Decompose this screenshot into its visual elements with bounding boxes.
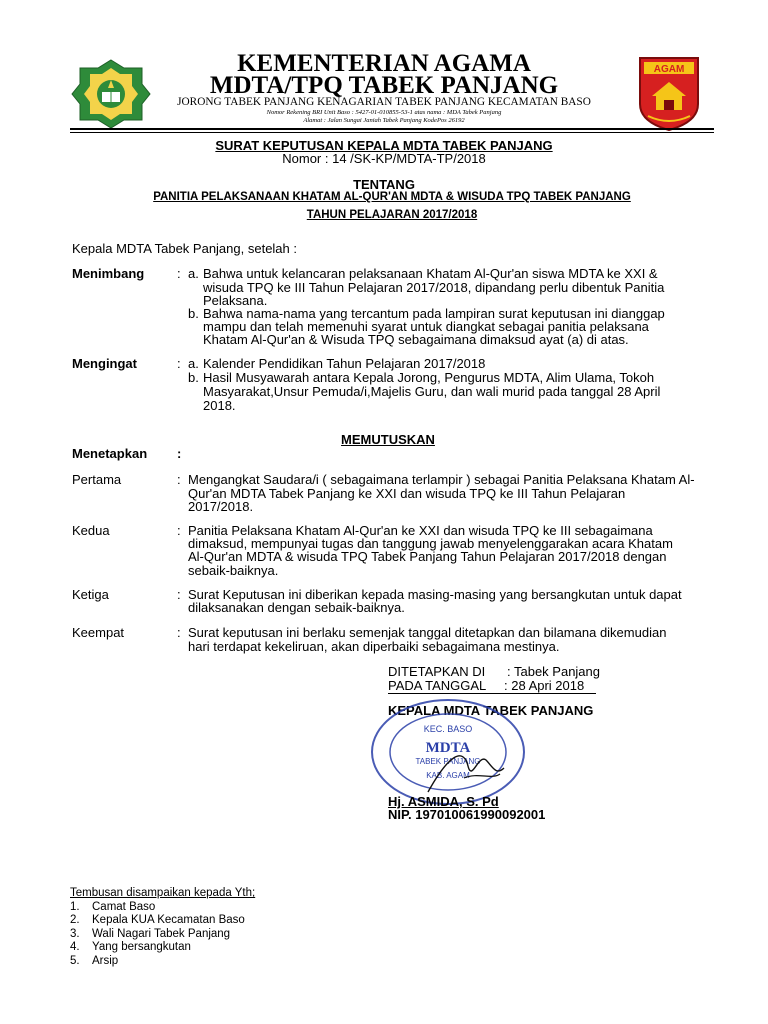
mengingat-colon: : [177,356,181,371]
header-rule-thick [70,128,714,130]
ketiga-line2: dilaksanakan dengan sebaik-baiknya. [188,600,405,615]
decree-intro: Kepala MDTA Tabek Panjang, setelah : [72,241,297,256]
kedua-line4: sebaik-baiknya. [188,563,279,578]
svg-text:AGAM: AGAM [653,64,685,75]
menimbang-b-line3: Khatam Al-Qur'an & Wisuda TPQ sebagaimana dimaksud ayat (a) di atas. [203,332,629,347]
menimbang-b-marker: b. [188,306,199,321]
mengingat-a-marker: a. [188,356,199,371]
menetapkan-colon: : [177,446,182,461]
list-item: 1. Camat Baso [70,901,156,913]
place-label: DITETAPKAN DI [388,664,486,679]
menimbang-a-line3: Pelaksana. [203,293,268,308]
menimbang-label: Menimbang [72,266,145,281]
kedua-line2: dimaksud, mempunyai tugas dan tanggung jawab menyelenggarakan acara Khatam [188,536,673,551]
kedua-colon: : [177,523,181,538]
menimbang-b-line2: mampu dan telah memenuhi syarat untuk diangkat sebagai panitia pelaksana [203,319,649,334]
mengingat-b-line3: 2018. [203,398,236,413]
pertama-colon: : [177,472,181,487]
menimbang-colon: : [177,266,181,281]
pertama-line1: Mengangkat Saudara/i ( sebagaimana terlampir ) sebagai Panitia Pelaksana Khatam Al- [188,472,695,487]
decree-year: TAHUN PELAJARAN 2017/2018 [306,209,478,221]
svg-text:MDTA: MDTA [425,740,471,756]
pertama-line2: Qur'an MDTA Tabek Panjang ke XXI dan wisuda TPQ ke III Tahun Pelajaran [188,486,626,501]
decree-title: SURAT KEPUTUSAN KEPALA MDTA TABEK PANJANG [215,138,553,153]
place-value: : Tabek Panjang [507,664,600,679]
mengingat-label: Mengingat [72,356,137,371]
pertama-line3: 2017/2018. [188,499,254,514]
decree-about: TENTANG [353,177,415,192]
pertama-label: Pertama [72,472,122,487]
kedua-line1: Panitia Pelaksana Khatam Al-Qur'an ke XXI dan wisuda TPQ ke III sebagaimana [188,523,653,538]
mengingat-b-line2: Masyarakat,Unsur Pemuda/i,Majelis Guru, dan wali murid pada tanggal 28 April [203,384,661,399]
list-item: 3. Wali Nagari Tabek Panjang [70,927,231,940]
mengingat-b-marker: b. [188,370,199,385]
header-school: MDTA/TPQ TABEK PANJANG [209,72,559,99]
svg-text:KAB. AGAM: KAB. AGAM [426,771,470,780]
date-value: : 28 Apri 2018 [504,678,596,694]
header-location: JORONG TABEK PANJANG KENAGARIAN TABEK PANJANG KECAMATAN BASO [177,96,591,108]
menimbang-b-line1: Bahwa nama-nama yang tercantum pada lampiran surat keputusan ini dianggap [203,306,665,321]
signer-position: KEPALA MDTA TABEK PANJANG [388,703,594,718]
official-stamp [368,696,528,808]
menetapkan-label: Menetapkan [72,446,148,461]
header-ministry: KEMENTERIAN AGAMA [237,50,531,77]
signer-name: Hj. ASMIDA, S. Pd [388,794,499,809]
keempat-line1: Surat keputusan ini berlaku semenjak tanggal ditetapkan dan bilamana dikemudian [188,625,667,640]
menimbang-a-line1: Bahwa untuk kelancaran pelaksanaan Khatam Al-Qur'an siswa MDTA ke XXI & [203,266,658,281]
menimbang-a-line2: wisuda TPQ ke III Tahun Pelajaran 2017/2018, dipandang perlu dibentuk Panitia [203,280,665,295]
signer-nip: NIP. 197010061990092001 [388,807,546,822]
header-rule-thin [70,132,714,133]
decree-number: Nomor : 14 /SK-KP/MDTA-TP/2018 [282,151,486,166]
decree-subject: PANITIA PELAKSANAAN KHATAM AL-QUR'AN MDTA & WISUDA TPQ TABEK PANJANG [153,191,631,203]
ketiga-line1: Surat Keputusan ini diberikan kepada masing-masing yang bersangkutan untuk dapat [188,587,682,602]
list-item: 4. Yang bersangkutan [70,941,191,954]
memutuskan-heading: MEMUTUSKAN [341,432,435,447]
keempat-line2: hari terdapat kekeliruan, akan diperbaiki sebagaimana mestinya. [188,639,560,654]
date-label: PADA TANGGAL [388,678,504,694]
list-item: 2. Kepala KUA Kecamatan Baso [70,914,245,927]
copies-list [70,901,245,968]
mengingat-b-line1: Hasil Musyawarah antara Kepala Jorong, Pengurus MDTA, Alim Ulama, Tokoh [203,370,655,385]
ketiga-label: Ketiga [72,587,109,602]
ketiga-colon: : [177,587,181,602]
svg-text:KEC. BASO: KEC. BASO [423,724,473,734]
header-bank-line: Nomor Rekening BRI Unit Baso : 5427-01-010855-53-1 atas nama : MDA Tabek Panjang [266,109,502,116]
mengingat-a-line1: Kalender Pendidikan Tahun Pelajaran 2017/2018 [203,356,486,371]
keempat-label: Keempat [72,625,125,640]
svg-text:TABEK PANJANG: TABEK PANJANG [415,757,481,766]
kedua-line3: Al-Qur'an MDTA & wisuda TPQ Tabek Panjang Tahun Pelajaran 2017/2018 dengan [188,549,667,564]
keempat-colon: : [177,625,181,640]
list-item: 5. Arsip [70,954,119,967]
header-address-line: Alamat : Jalan Sungai Janiah Tabek Panjang KodePos 26192 [303,117,465,124]
kedua-label: Kedua [72,523,110,538]
copies-title: Tembusan disampaikan kepada Yth; [70,887,256,899]
menimbang-a-marker: a. [188,266,199,281]
